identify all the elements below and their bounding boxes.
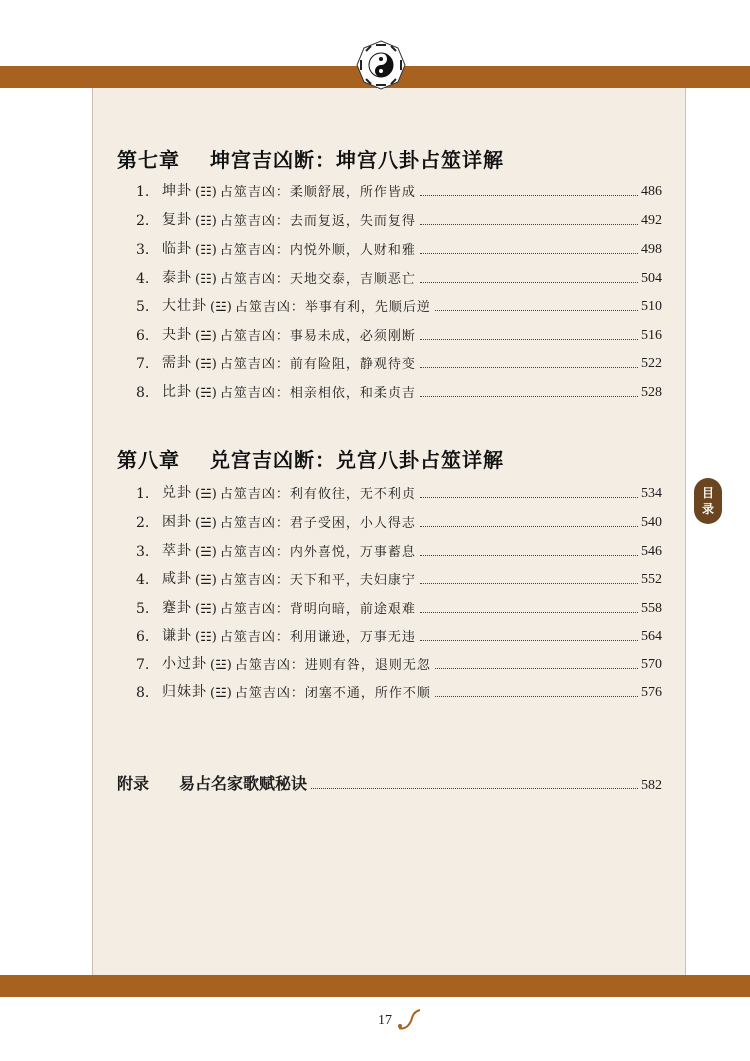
entry-description: 占筮吉凶：利用谦逊，万事无违 bbox=[219, 630, 416, 645]
appendix-page: 582 bbox=[641, 778, 662, 793]
entry-index: 3. bbox=[136, 242, 150, 258]
trigram-symbol: (☷) bbox=[195, 272, 217, 287]
hexagram-name: 夬卦 bbox=[162, 327, 192, 343]
page-ref: 540 bbox=[641, 515, 662, 530]
chapter-title: 坤宫吉凶断：坤宫八卦占筮详解 bbox=[210, 148, 504, 172]
trigram-symbol: (☵) bbox=[195, 386, 217, 401]
page-ref: 522 bbox=[641, 356, 662, 371]
entry-index: 5. bbox=[136, 601, 150, 617]
toc-entry[interactable] bbox=[136, 597, 662, 617]
entry-description: 占筮吉凶：天下和平，夫妇康宁 bbox=[219, 573, 416, 588]
hexagram-name: 蹇卦 bbox=[162, 600, 192, 616]
entry-index: 4. bbox=[136, 271, 150, 287]
entry-description: 占筮吉凶：相亲相依，和柔贞吉 bbox=[219, 386, 416, 401]
toc-entry[interactable] bbox=[136, 180, 662, 200]
page-ref: 534 bbox=[641, 486, 662, 501]
page-ref: 510 bbox=[641, 299, 662, 314]
page-ref: 516 bbox=[641, 328, 662, 343]
entry-index: 3. bbox=[136, 544, 150, 560]
page-ref: 528 bbox=[641, 385, 662, 400]
hexagram-name: 大壮卦 bbox=[162, 298, 207, 314]
entry-index: 7. bbox=[136, 657, 150, 673]
toc-entry[interactable] bbox=[136, 568, 662, 588]
toc-entry[interactable] bbox=[136, 381, 662, 401]
toc-entry[interactable] bbox=[136, 324, 662, 344]
entry-index: 6. bbox=[136, 328, 150, 344]
toc-entry[interactable] bbox=[136, 267, 662, 287]
trigram-symbol: (☱) bbox=[195, 329, 217, 344]
hexagram-name: 小过卦 bbox=[162, 656, 207, 672]
entry-description: 占筮吉凶：背明向暗，前途艰难 bbox=[219, 602, 416, 617]
hexagram-name: 归妹卦 bbox=[162, 684, 207, 700]
entry-description: 占筮吉凶：君子受困，小人得志 bbox=[219, 516, 416, 531]
hexagram-name: 坤卦 bbox=[162, 183, 192, 199]
toc-entry[interactable] bbox=[136, 681, 662, 701]
trigram-symbol: (☷) bbox=[195, 214, 217, 229]
page-ref: 486 bbox=[641, 184, 662, 199]
toc-entry[interactable] bbox=[136, 482, 662, 502]
entry-index: 4. bbox=[136, 572, 150, 588]
entry-index: 1. bbox=[136, 184, 150, 200]
hexagram-name: 比卦 bbox=[162, 384, 192, 400]
toc-entry[interactable] bbox=[136, 540, 662, 560]
toc-entry[interactable] bbox=[136, 352, 662, 372]
entry-description: 占筮吉凶：内外喜悦，万事蓄息 bbox=[219, 545, 416, 560]
trigram-symbol: (☱) bbox=[195, 573, 217, 588]
dot-leader bbox=[420, 252, 638, 254]
dot-leader bbox=[420, 281, 638, 283]
appendix-label: 附录 bbox=[117, 774, 150, 793]
trigram-symbol: (☳) bbox=[210, 658, 232, 673]
entry-description: 占筮吉凶：举事有利，先顺后逆 bbox=[234, 300, 431, 315]
toc-entry[interactable] bbox=[136, 653, 662, 673]
hexagram-name: 咸卦 bbox=[162, 571, 192, 587]
appendix-entry[interactable] bbox=[117, 772, 662, 794]
dot-leader bbox=[420, 194, 638, 196]
entry-index: 6. bbox=[136, 629, 150, 645]
trigram-symbol: (☷) bbox=[195, 630, 217, 645]
page-ref: 498 bbox=[641, 242, 662, 257]
page-ref: 576 bbox=[641, 685, 662, 700]
flourish-icon bbox=[396, 1008, 422, 1032]
entry-description: 占筮吉凶：闭塞不通，所作不顺 bbox=[234, 686, 431, 701]
dot-leader bbox=[420, 395, 638, 397]
entry-index: 2. bbox=[136, 515, 150, 531]
entry-description: 占筮吉凶：事易未成，必须刚断 bbox=[219, 329, 416, 344]
entry-description: 占筮吉凶：进则有咎，退则无忽 bbox=[234, 658, 431, 673]
hexagram-name: 临卦 bbox=[162, 241, 192, 257]
trigram-symbol: (☷) bbox=[195, 185, 217, 200]
trigram-symbol: (☳) bbox=[210, 686, 232, 701]
hexagram-name: 需卦 bbox=[162, 355, 192, 371]
contents-side-tab bbox=[694, 478, 722, 524]
trigram-symbol: (☱) bbox=[195, 545, 217, 560]
entry-index: 1. bbox=[136, 486, 150, 502]
hexagram-name: 复卦 bbox=[162, 212, 192, 228]
toc-entry[interactable] bbox=[136, 209, 662, 229]
dot-leader bbox=[420, 338, 638, 340]
dot-leader bbox=[420, 223, 638, 225]
dot-leader bbox=[420, 496, 638, 498]
entry-index: 5. bbox=[136, 299, 150, 315]
hexagram-name: 谦卦 bbox=[162, 628, 192, 644]
entry-description: 占筮吉凶：利有攸往，无不利贞 bbox=[219, 487, 416, 502]
dot-leader bbox=[420, 554, 638, 556]
toc-entry[interactable] bbox=[136, 511, 662, 531]
dot-leader bbox=[420, 611, 638, 613]
trigram-symbol: (☵) bbox=[195, 357, 217, 372]
entry-description: 占筮吉凶：柔顺舒展，所作皆成 bbox=[219, 185, 416, 200]
entry-description: 占筮吉凶：去而复返，失而复得 bbox=[219, 214, 416, 229]
page-ref: 492 bbox=[641, 213, 662, 228]
toc-entry[interactable] bbox=[136, 295, 662, 315]
page-ref: 558 bbox=[641, 601, 662, 616]
appendix-title: 易占名家歌赋秘诀 bbox=[179, 774, 308, 793]
footer-band bbox=[0, 975, 750, 997]
entry-description: 占筮吉凶：前有险阻，静观待变 bbox=[219, 357, 416, 372]
chapter-number: 第八章 bbox=[117, 448, 180, 472]
dot-leader bbox=[420, 639, 638, 641]
yin-yang-bagua-icon bbox=[356, 40, 406, 90]
hexagram-name: 兑卦 bbox=[162, 485, 192, 501]
dot-leader bbox=[420, 525, 638, 527]
entry-index: 8. bbox=[136, 685, 150, 701]
side-tab-char: 录 bbox=[701, 502, 714, 516]
dot-leader bbox=[311, 788, 638, 789]
dot-leader bbox=[435, 309, 638, 311]
chapter-8-heading bbox=[117, 444, 504, 473]
dot-leader bbox=[435, 667, 638, 669]
page-ref: 552 bbox=[641, 572, 662, 587]
entry-description: 占筮吉凶：天地交泰，吉顺恶亡 bbox=[219, 272, 416, 287]
hexagram-name: 困卦 bbox=[162, 514, 192, 530]
dot-leader bbox=[420, 582, 638, 584]
hexagram-name: 泰卦 bbox=[162, 270, 192, 286]
hexagram-name: 萃卦 bbox=[162, 543, 192, 559]
dot-leader bbox=[435, 695, 638, 697]
chapter-number: 第七章 bbox=[117, 148, 180, 172]
page-number: 17 bbox=[378, 1013, 392, 1028]
page-ref: 504 bbox=[641, 271, 662, 286]
chapter-7-heading bbox=[117, 144, 504, 173]
entry-description: 占筮吉凶：内悦外顺，人财和雅 bbox=[219, 243, 416, 258]
trigram-symbol: (☱) bbox=[195, 516, 217, 531]
page-ref: 546 bbox=[641, 544, 662, 559]
page-ref: 570 bbox=[641, 657, 662, 672]
entry-index: 8. bbox=[136, 385, 150, 401]
entry-index: 2. bbox=[136, 213, 150, 229]
toc-entry[interactable] bbox=[136, 625, 662, 645]
trigram-symbol: (☳) bbox=[210, 300, 232, 315]
side-tab-char: 目 bbox=[701, 486, 714, 500]
trigram-symbol: (☵) bbox=[195, 602, 217, 617]
trigram-symbol: (☱) bbox=[195, 487, 217, 502]
toc-entry[interactable] bbox=[136, 238, 662, 258]
page-ref: 564 bbox=[641, 629, 662, 644]
chapter-title: 兑宫吉凶断：兑宫八卦占筮详解 bbox=[210, 448, 504, 472]
dot-leader bbox=[420, 366, 638, 368]
entry-index: 7. bbox=[136, 356, 150, 372]
trigram-symbol: (☷) bbox=[195, 243, 217, 258]
